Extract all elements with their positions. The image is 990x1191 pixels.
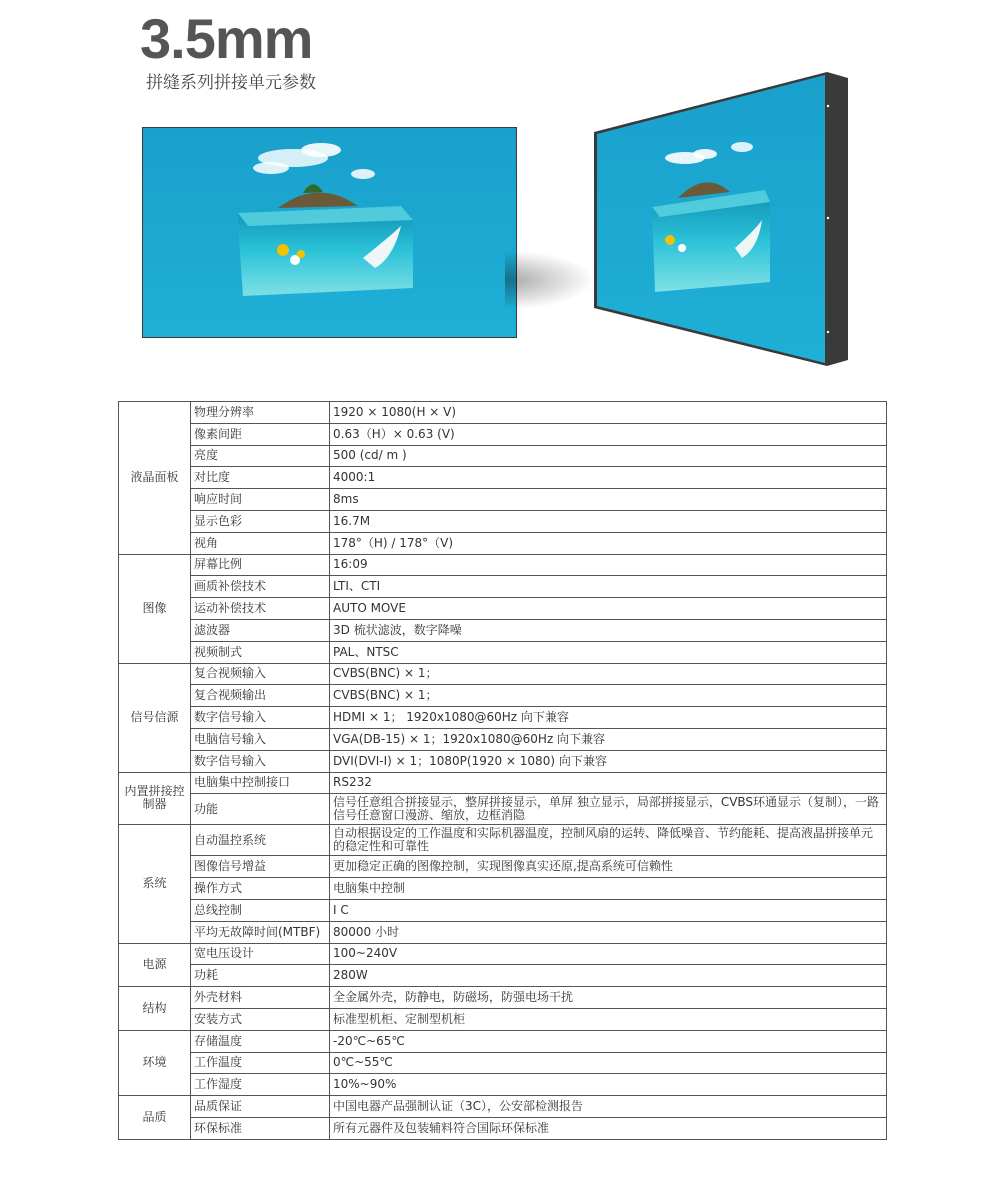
spec-item: 宽电压设计 bbox=[191, 943, 330, 965]
lcd-panel-perspective-image bbox=[590, 70, 852, 368]
spec-value: CVBS(BNC) × 1； bbox=[330, 663, 887, 685]
spec-value: CVBS(BNC) × 1； bbox=[330, 685, 887, 707]
spec-table bbox=[118, 401, 887, 1140]
spec-row bbox=[119, 1117, 887, 1139]
spec-value: 0℃~55℃ bbox=[330, 1052, 887, 1074]
spec-row bbox=[119, 825, 887, 856]
spec-value: I C bbox=[330, 899, 887, 921]
spec-item: 物理分辨率 bbox=[191, 402, 330, 424]
spec-value: 80000 小时 bbox=[330, 921, 887, 943]
spec-item: 操作方式 bbox=[191, 878, 330, 900]
spec-value: 280W bbox=[330, 965, 887, 987]
spec-item: 亮度 bbox=[191, 445, 330, 467]
spec-category: 品质 bbox=[119, 1096, 191, 1140]
spec-value: DVI(DVI-I) × 1；1080P(1920 × 1080) 向下兼容 bbox=[330, 750, 887, 772]
spec-row bbox=[119, 856, 887, 878]
spec-item: 电脑信号输入 bbox=[191, 728, 330, 750]
spec-value: 自动根据设定的工作温度和实际机器温度，控制风扇的运转、降低噪音、节约能耗、提高液晶拼接单元的稳定性和可靠性 bbox=[330, 825, 887, 856]
spec-item: 画质补偿技术 bbox=[191, 576, 330, 598]
spec-row bbox=[119, 576, 887, 598]
spec-item: 功能 bbox=[191, 794, 330, 825]
spec-row bbox=[119, 921, 887, 943]
spec-row bbox=[119, 554, 887, 576]
spec-value: VGA(DB-15) × 1；1920x1080@60Hz 向下兼容 bbox=[330, 728, 887, 750]
spec-value: 全金属外壳，防静电，防磁场，防强电场干扰 bbox=[330, 987, 887, 1009]
spec-item: 数字信号输入 bbox=[191, 750, 330, 772]
spec-row bbox=[119, 467, 887, 489]
spec-row bbox=[119, 598, 887, 620]
spec-row bbox=[119, 1096, 887, 1118]
spec-value: 500 (cd/ m ) bbox=[330, 445, 887, 467]
panel-shadow bbox=[505, 250, 595, 310]
spec-value: 4000:1 bbox=[330, 467, 887, 489]
spec-value: 10%~90% bbox=[330, 1074, 887, 1096]
spec-row bbox=[119, 663, 887, 685]
spec-item: 响应时间 bbox=[191, 489, 330, 511]
spec-item: 自动温控系统 bbox=[191, 825, 330, 856]
spec-item: 视角 bbox=[191, 532, 330, 554]
spec-category: 液晶面板 bbox=[119, 402, 191, 555]
spec-value: 16.7M bbox=[330, 510, 887, 532]
spec-item: 对比度 bbox=[191, 467, 330, 489]
spec-category: 内置拼接控制器 bbox=[119, 772, 191, 825]
spec-row bbox=[119, 1074, 887, 1096]
spec-item: 复合视频输出 bbox=[191, 685, 330, 707]
spec-item: 像素间距 bbox=[191, 423, 330, 445]
spec-category: 图像 bbox=[119, 554, 191, 663]
spec-value: 8ms bbox=[330, 489, 887, 511]
spec-value: 标准型机柜、定制型机柜 bbox=[330, 1008, 887, 1030]
spec-row bbox=[119, 619, 887, 641]
spec-value: 0.63（H）× 0.63 (V) bbox=[330, 423, 887, 445]
spec-row bbox=[119, 899, 887, 921]
spec-row bbox=[119, 685, 887, 707]
spec-item: 滤波器 bbox=[191, 619, 330, 641]
page-title: 3.5mm bbox=[140, 7, 313, 70]
spec-category: 信号信源 bbox=[119, 663, 191, 772]
spec-row bbox=[119, 1030, 887, 1052]
spec-value: 中国电器产品强制认证（3C），公安部检测报告 bbox=[330, 1096, 887, 1118]
spec-category: 电源 bbox=[119, 943, 191, 987]
spec-item: 品质保证 bbox=[191, 1096, 330, 1118]
spec-value: 178°（H) / 178°（V) bbox=[330, 532, 887, 554]
spec-row bbox=[119, 510, 887, 532]
spec-value: 电脑集中控制 bbox=[330, 878, 887, 900]
spec-row bbox=[119, 445, 887, 467]
perspective-panel-illustration bbox=[590, 70, 852, 368]
spec-item: 工作湿度 bbox=[191, 1074, 330, 1096]
spec-item: 总线控制 bbox=[191, 899, 330, 921]
spec-item: 复合视频输入 bbox=[191, 663, 330, 685]
spec-value: RS232 bbox=[330, 772, 887, 794]
spec-row bbox=[119, 987, 887, 1009]
spec-row bbox=[119, 772, 887, 794]
spec-category: 环境 bbox=[119, 1030, 191, 1095]
spec-item: 数字信号输入 bbox=[191, 707, 330, 729]
spec-item: 安装方式 bbox=[191, 1008, 330, 1030]
spec-item: 功耗 bbox=[191, 965, 330, 987]
spec-row bbox=[119, 794, 887, 825]
spec-item: 外壳材料 bbox=[191, 987, 330, 1009]
spec-value: LTI、CTI bbox=[330, 576, 887, 598]
spec-value: 信号任意组合拼接显示，整屏拼接显示，单屏 独立显示，局部拼接显示，CVBS环通显示（复制），一路信号任意窗口漫游、缩放，边框消隐 bbox=[330, 794, 887, 825]
spec-value: 16:09 bbox=[330, 554, 887, 576]
spec-item: 平均无故障时间(MTBF) bbox=[191, 921, 330, 943]
spec-value: -20℃~65℃ bbox=[330, 1030, 887, 1052]
spec-item: 图像信号增益 bbox=[191, 856, 330, 878]
spec-row bbox=[119, 489, 887, 511]
spec-value: HDMI × 1； 1920x1080@60Hz 向下兼容 bbox=[330, 707, 887, 729]
spec-value: PAL、NTSC bbox=[330, 641, 887, 663]
page-subtitle: 拼缝系列拼接单元参数 bbox=[146, 73, 316, 93]
spec-item: 环保标准 bbox=[191, 1117, 330, 1139]
spec-value: 3D 梳状滤波，数字降噪 bbox=[330, 619, 887, 641]
spec-row bbox=[119, 641, 887, 663]
spec-row bbox=[119, 1008, 887, 1030]
spec-row bbox=[119, 402, 887, 424]
spec-row bbox=[119, 423, 887, 445]
spec-row bbox=[119, 750, 887, 772]
spec-row bbox=[119, 878, 887, 900]
spec-item: 运动补偿技术 bbox=[191, 598, 330, 620]
spec-row bbox=[119, 965, 887, 987]
spec-item: 存储温度 bbox=[191, 1030, 330, 1052]
spec-category: 系统 bbox=[119, 825, 191, 943]
spec-item: 电脑集中控制接口 bbox=[191, 772, 330, 794]
spec-item: 视频制式 bbox=[191, 641, 330, 663]
island-scene-illustration bbox=[143, 128, 516, 337]
spec-item: 屏幕比例 bbox=[191, 554, 330, 576]
lcd-panel-front-image bbox=[142, 127, 517, 338]
spec-value: 100~240V bbox=[330, 943, 887, 965]
spec-row bbox=[119, 943, 887, 965]
spec-value: 1920 × 1080(H × V) bbox=[330, 402, 887, 424]
spec-category: 结构 bbox=[119, 987, 191, 1031]
spec-value: AUTO MOVE bbox=[330, 598, 887, 620]
spec-row bbox=[119, 532, 887, 554]
spec-item: 工作温度 bbox=[191, 1052, 330, 1074]
spec-row bbox=[119, 1052, 887, 1074]
spec-value: 所有元器件及包装辅料符合国际环保标准 bbox=[330, 1117, 887, 1139]
spec-row bbox=[119, 728, 887, 750]
spec-row bbox=[119, 707, 887, 729]
spec-item: 显示色彩 bbox=[191, 510, 330, 532]
spec-value: 更加稳定正确的图像控制，实现图像真实还原,提高系统可信赖性 bbox=[330, 856, 887, 878]
